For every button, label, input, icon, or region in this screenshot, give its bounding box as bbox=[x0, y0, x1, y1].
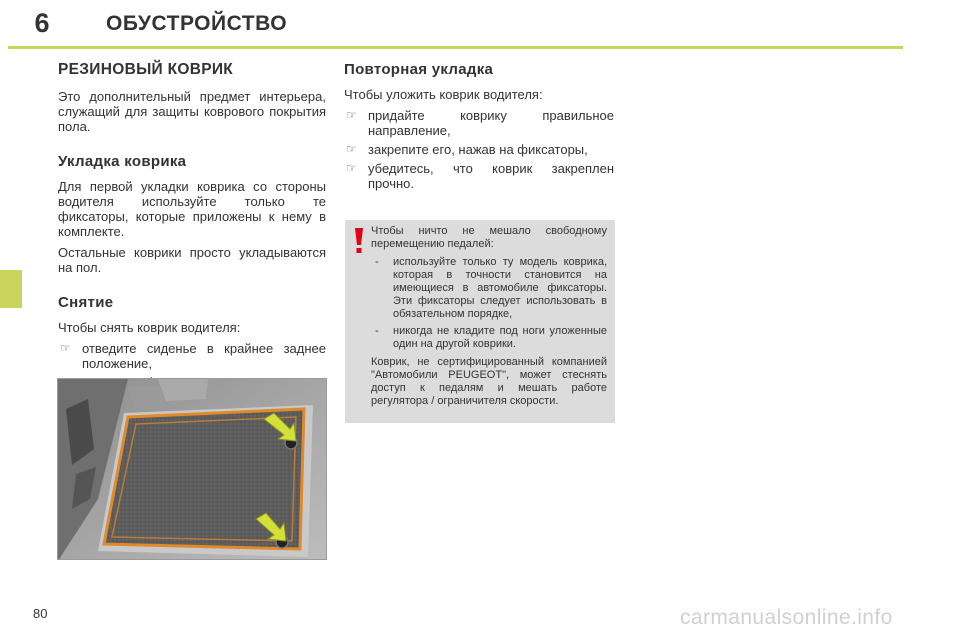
section-title-rubber-mat: РЕЗИНОВЫЙ КОВРИК bbox=[58, 61, 234, 78]
section-title-removal: Снятие bbox=[58, 294, 114, 311]
watermark: carmanualsonline.info bbox=[680, 606, 893, 629]
chapter-number: 6 bbox=[34, 8, 50, 38]
list-item: ☞ отведите сиденье в крайнее заднее положение, bbox=[60, 341, 326, 371]
section-title-refit: Повторная укладка bbox=[344, 61, 494, 78]
list-item: ☞ придайте коврику правильное направление, bbox=[346, 108, 614, 138]
section-title-laying: Укладка коврика bbox=[58, 153, 187, 170]
hand-pointer-icon: ☞ bbox=[346, 161, 357, 175]
list-item: - никогда не кладите под ноги уложенные один на другой коврики. bbox=[375, 325, 607, 350]
refit-steps bbox=[344, 108, 614, 191]
floor-mat-illustration bbox=[57, 378, 327, 560]
laying-paragraph-2: Остальные коврики просто укладываются на пол. bbox=[58, 245, 326, 275]
floor-mat-svg bbox=[58, 379, 327, 560]
chapter-side-tab bbox=[0, 270, 22, 308]
warning-note: Коврик, не сертифицированный компанией "Автомобили PEUGEOT", может стеснять доступ к педалям и мешать работе регулятора / ограничителя скорости. bbox=[371, 356, 607, 407]
left-column bbox=[58, 62, 326, 415]
removal-intro: Чтобы снять коврик водителя: bbox=[58, 320, 241, 335]
page-number: 80 bbox=[33, 606, 48, 621]
hand-pointer-icon: ☞ bbox=[60, 341, 71, 355]
list-item: - используйте только ту модель коврика, которая в точности становится на имеющиеся в автомобиле фиксаторы. Эти фиксаторы следует использовать в обязательном порядке, bbox=[375, 256, 607, 320]
warning-items bbox=[371, 256, 607, 351]
header-divider bbox=[8, 46, 903, 49]
middle-column bbox=[344, 62, 614, 197]
list-item: ☞ закрепите его, нажав на фиксаторы, bbox=[346, 142, 588, 157]
exclamation-icon bbox=[354, 228, 364, 254]
chapter-title: ОБУСТРОЙСТВО bbox=[106, 12, 288, 35]
laying-paragraph-1: Для первой укладки коврика со стороны водителя используйте только те фиксаторы, которые приложены к нему в комплекте. bbox=[58, 179, 326, 239]
warning-box bbox=[345, 220, 615, 423]
list-item: ☞ убедитесь, что коврик закреплен прочно. bbox=[346, 161, 614, 191]
warning-intro: Чтобы ничто не мешало свободному перемещению педалей: bbox=[371, 225, 607, 250]
refit-intro: Чтобы уложить коврик водителя: bbox=[344, 87, 543, 102]
hand-pointer-icon: ☞ bbox=[346, 142, 357, 156]
hand-pointer-icon: ☞ bbox=[346, 108, 357, 122]
intro-paragraph: Это дополнительный предмет интерьера, служащий для защиты коврового покрытия пола. bbox=[58, 89, 326, 134]
